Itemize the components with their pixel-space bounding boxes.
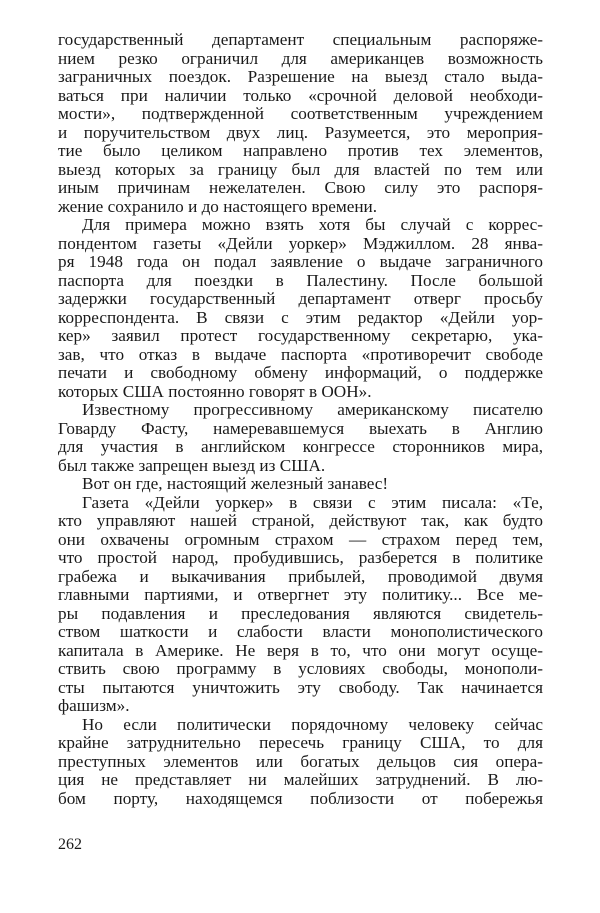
- text-line: и поручительством двух лиц. Разумеется, это мероприя-: [58, 122, 543, 142]
- text-line: для участия в английском конгрессе сторонников мира,: [58, 437, 543, 456]
- text-line: тие было целиком направлено против тех элементов,: [58, 141, 543, 160]
- text-line: они охвачены огромным страхом — страхом перед тем,: [58, 529, 543, 549]
- paragraph: [58, 475, 543, 494]
- text-line: ция не представляет ни малейших затруднений. В лю-: [58, 770, 543, 789]
- text-line: выезд которых за границу был для властей по тем или: [58, 159, 543, 179]
- text-line: главными партиями, и отвергнет эту политику... Все ме-: [58, 585, 543, 604]
- paragraph: [58, 494, 543, 716]
- text-line: фашизм».: [58, 696, 130, 715]
- text-line: пондентом газеты «Дейли уоркер» Мэджиллом. 28 янва-: [58, 233, 543, 253]
- text-line: капитала в Америке. Не веря в то, что они могут осуще-: [58, 640, 543, 660]
- text-line: Для примера можно взять хотя бы случай с коррес-: [82, 215, 543, 234]
- text-line: ствить свою программу в условиях свободы, монополи-: [58, 659, 543, 678]
- text-line: кто управляют нашей страной, действуют так, как будто: [58, 511, 543, 530]
- paragraph: [58, 31, 543, 216]
- text-line: ря 1948 года он подал заявление о выдаче заграничного: [58, 252, 543, 271]
- text-line: зав, что отказ в выдаче паспорта «противоречит свободе: [58, 344, 543, 364]
- text-line: нием резко ограничил для американцев возможность: [58, 48, 543, 68]
- text-line: сты пытаются уничтожить эту свободу. Так начинается: [58, 677, 543, 697]
- paragraph: [58, 716, 543, 809]
- text-line: которых США постоянно говорят в ООН».: [58, 381, 372, 401]
- text-line: преступных элементов или богатых дельцов сия опера-: [58, 751, 543, 771]
- text-line: корреспондента. В связи с этим редактор «Дейли уор-: [58, 307, 543, 327]
- paragraph: [58, 401, 543, 475]
- page-number: 262: [58, 836, 82, 853]
- text-line: жение сохранило и до настоящего времени.: [58, 196, 378, 216]
- text-line: Вот он где, настоящий железный занавес!: [82, 474, 389, 493]
- text-line: иным причинам нежелателен. Свою силу это распоря-: [58, 178, 543, 197]
- text-line: бом порту, находящемся поблизости от побережья: [58, 788, 543, 808]
- text-line: крайне затруднительно пересечь границу США, то для: [58, 733, 543, 752]
- paragraph: [58, 216, 543, 401]
- text-line: паспорта для поездки в Палестину. После большой: [58, 270, 543, 290]
- text-line: Но если политически порядочному человеку сейчас: [82, 714, 543, 734]
- text-line: ры подавления и преследования являются свидетель-: [58, 603, 543, 623]
- text-line: был также запрещен выезд из США.: [58, 455, 326, 475]
- text-line: что простой народ, пробудившись, разберется в политике: [58, 548, 543, 567]
- text-line: государственный департамент специальным распоряже-: [58, 30, 543, 49]
- text-line: задержки государственный департамент отверг просьбу: [58, 289, 543, 308]
- text-line: мости», подтвержденной соответственным учреждением: [58, 104, 543, 123]
- text-line: Газета «Дейли уоркер» в связи с этим писала: «Те,: [82, 492, 543, 512]
- text-line: ваться при наличии только «срочной деловой необходи-: [58, 85, 543, 105]
- text-line: ством шаткости и слабости власти монополистического: [58, 622, 543, 641]
- text-line: Говарду Фасту, намеревавшемуся выехать в Англию: [58, 418, 543, 438]
- text-line: заграничных поездок. Разрешение на выезд стало выда-: [58, 67, 543, 86]
- body-text: [58, 31, 543, 808]
- text-line: печати и свободному обмену информаций, о поддержке: [58, 363, 543, 382]
- text-line: грабежа и выкачивания прибылей, проводимой двумя: [58, 566, 543, 586]
- text-line: Известному прогрессивному американскому писателю: [82, 400, 543, 419]
- text-line: кер» заявил протест государственному секретарю, ука-: [58, 326, 543, 345]
